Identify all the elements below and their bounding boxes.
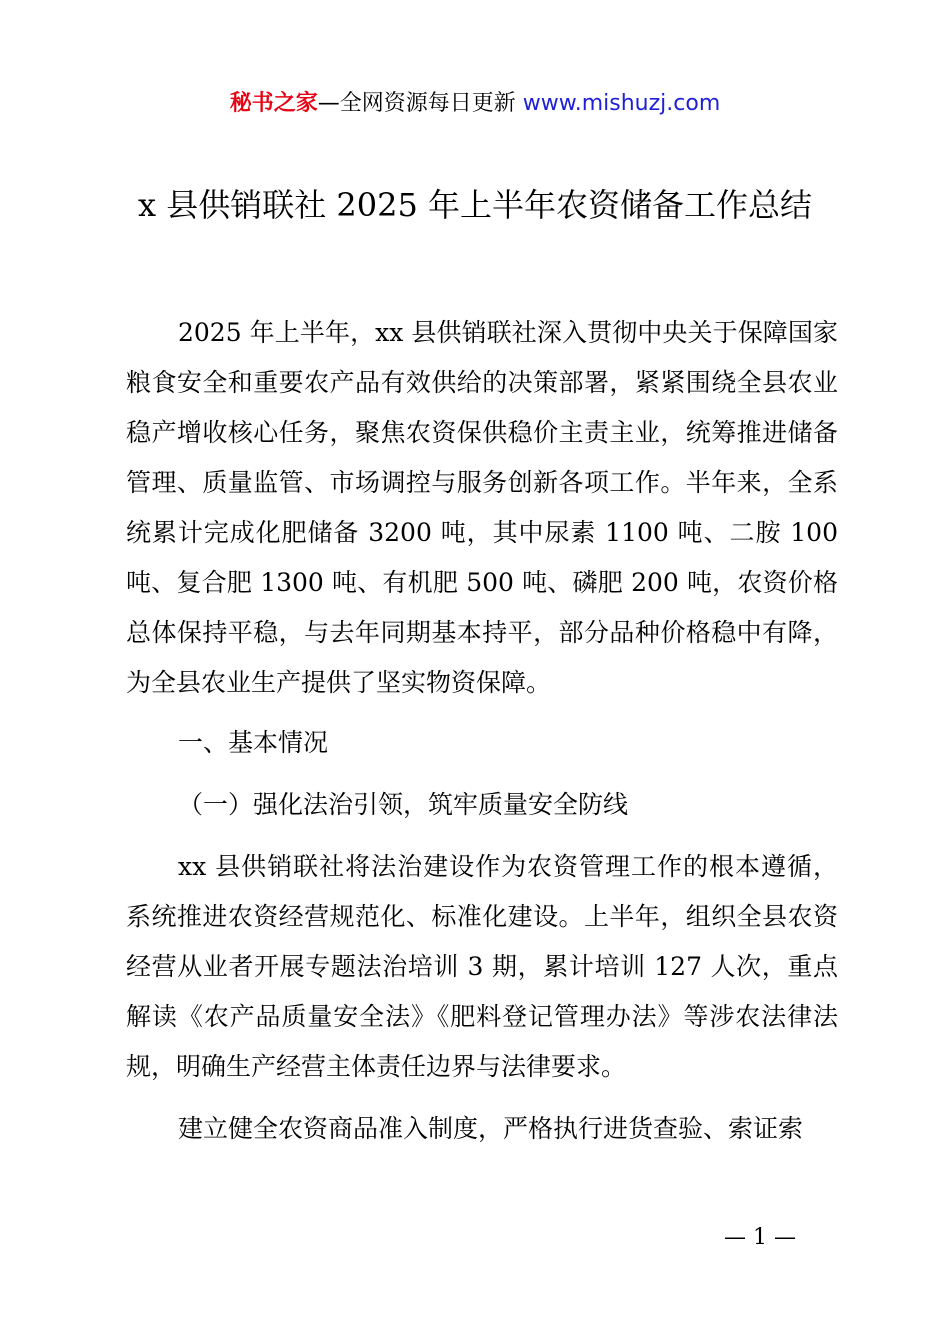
- access-paragraph: 建立健全农资商品准入制度，严格执行进货查验、索证索: [178, 1114, 804, 1143]
- law-paragraph: xx 县供销联社将法治建设作为农资管理工作的根本遵循，系统推进农资经营规范化、标准化建设。上半年，组织全县农资经营从业者开展专题法治培训 3 期，累计培训 127 人次，重点解读《农产品质量安全法》《肥料登记管理办法》等涉农法律法规，明确生产经营主体责任边界与法律要求。: [126, 852, 838, 1081]
- page-number: — 1 —: [724, 1225, 796, 1250]
- document-body: [126, 0, 838, 1344]
- document-title: x 县供销联社 2025 年上半年农资储备工作总结: [137, 186, 812, 224]
- intro-paragraph: 2025 年上半年，xx 县供销联社深入贯彻中央关于保障国家粮食安全和重要农产品有效供给的决策部署，紧紧围绕全县农业稳产增收核心任务，聚焦农资保供稳价主责主业，统筹推进储备管理、质量监管、市场调控与服务创新各项工作。半年来，全系统累计完成化肥储备 3200 吨，其中尿素 1100 吨、二胺 100 吨、复合肥 1300 吨、有机肥 500 吨、磷肥 200 吨，农资价格总体保持平稳，与去年同期基本持平，部分品种价格稳中有降，为全县农业生产提供了坚实物资保障。: [126, 318, 838, 697]
- section-heading: 一、基本情况: [178, 728, 329, 757]
- site-url-link[interactable]: www.mishuzj.com: [522, 91, 721, 116]
- header-slogan: —全网资源每日更新: [317, 91, 516, 116]
- subsection-heading: （一）强化法治引领，筑牢质量安全防线: [178, 790, 629, 819]
- brand-name: 秘书之家: [229, 91, 318, 116]
